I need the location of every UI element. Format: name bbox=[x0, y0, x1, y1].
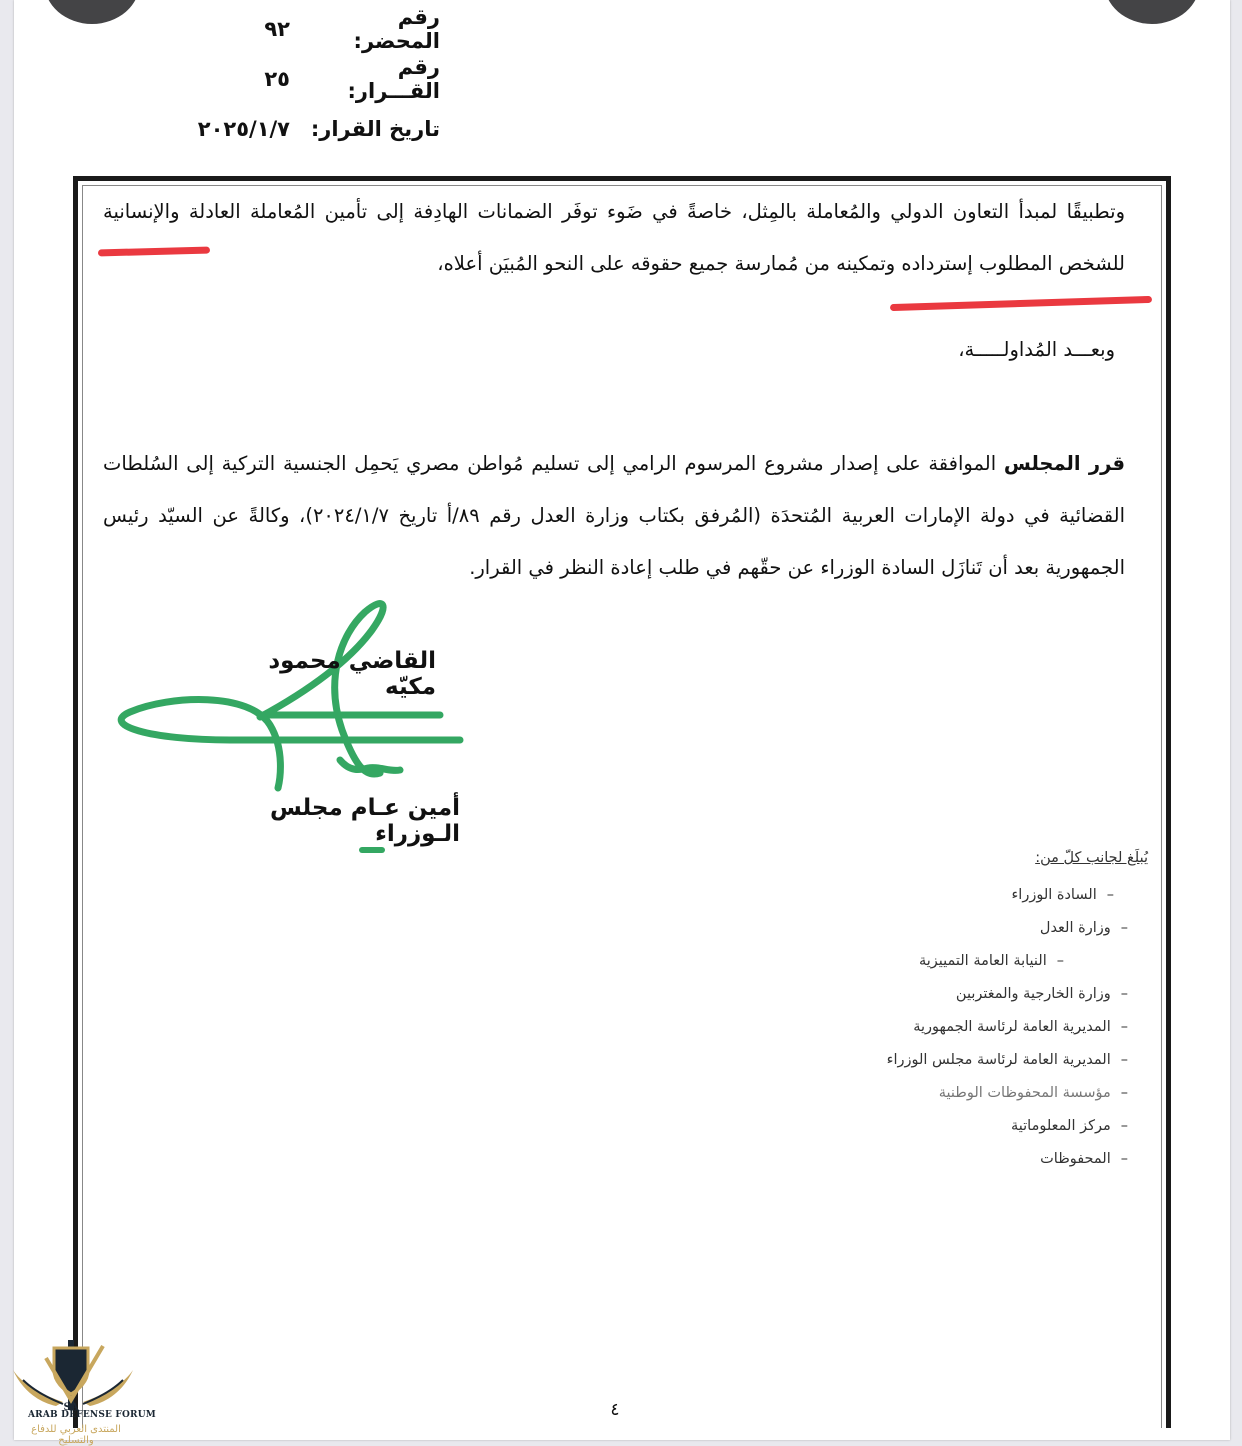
distribution-item: –المديرية العامة لرئاسة مجلس الوزراء bbox=[886, 1052, 1128, 1068]
distribution-item: –مؤسسة المحفوظات الوطنية bbox=[938, 1085, 1128, 1101]
dash-bullet: – bbox=[1120, 1118, 1128, 1134]
dash-bullet: – bbox=[1120, 986, 1128, 1002]
dash-bullet: – bbox=[1120, 1085, 1128, 1101]
dash-bullet: – bbox=[1120, 920, 1128, 936]
paragraph-decision bbox=[103, 438, 1125, 594]
decision-text: الموافقة على إصدار مشروع المرسوم الرامي إلى تسليم مُواطن مصري يَحمِل الجنسية التركية إلى السُلطات القضائية في دولة الإمارات العربية المُتحدَة (المُرفق بكتاب وزارة العدل رقم ٨٩/أ تاريخ ٢٠٢٤/١/٧)، وكالةً عن السيّد رئيس الجمهورية بعد أن تَنازَل السادة الوزراء عن حقّهم في طلب إعادة النظر في القرار. bbox=[103, 452, 1126, 579]
decision-date-label: تاريخ القرار: bbox=[310, 117, 440, 141]
distribution-item: –السادة الوزراء bbox=[1011, 887, 1114, 903]
dash-bullet: – bbox=[1056, 953, 1064, 969]
logo-initials: SA bbox=[63, 1402, 79, 1413]
decision-number-row bbox=[150, 54, 440, 104]
dash-bullet: – bbox=[1106, 887, 1114, 903]
logo-english-text: ARAB DEFENSE FORUM bbox=[28, 1410, 156, 1420]
decision-bold-lead: قرر المجلس bbox=[1003, 452, 1125, 475]
decision-date-row bbox=[150, 104, 440, 154]
distribution-item: –وزارة الخارجية والمغتربين bbox=[955, 986, 1128, 1002]
logo-arabic-text: المنتدى العربي للدفاع والتسليح bbox=[31, 1424, 121, 1446]
signer-title: أمين عـام مجلس الـوزراء bbox=[269, 795, 460, 847]
distribution-item: –المحفوظات bbox=[1040, 1151, 1128, 1167]
minutes-number-label: رقم المحضر: bbox=[353, 5, 440, 53]
decision-date-value: ٢٠٢٥/١/٧ bbox=[197, 117, 290, 141]
decision-number-label: رقم القـــرار: bbox=[347, 55, 440, 103]
minutes-number-row bbox=[150, 4, 440, 54]
distribution-item: –النيابة العامة التمييزية bbox=[918, 953, 1064, 969]
distribution-heading: يُبلَغ لجانب كلّ من: bbox=[1035, 850, 1148, 866]
minutes-number-value: ٩٢ bbox=[264, 17, 290, 41]
binder-hole bbox=[44, 0, 140, 24]
distribution-item: –مركز المعلوماتية bbox=[1010, 1118, 1128, 1134]
binder-hole bbox=[1104, 0, 1200, 24]
dash-bullet: – bbox=[1120, 1151, 1128, 1167]
distribution-list bbox=[860, 845, 1150, 1176]
decision-number-value: ٢٥ bbox=[264, 67, 290, 91]
paragraph-cooperation: وتطبيقًا لمبدأ التعاون الدولي والمُعاملة بالمِثل، خاصةً في ضَوء توفَر الضمانات الهادِفة إلى تأمين المُعاملة العادلة والإنسانية للشخص المطلوب إسترداده وتمكينه من مُمارسة جميع حقوقه على النحو المُبيَن أعلاه، bbox=[103, 200, 1125, 275]
distribution-item: –المديرية العامة لرئاسة الجمهورية bbox=[913, 1019, 1128, 1035]
distribution-item: –وزارة العدل bbox=[1039, 920, 1128, 936]
dash-bullet: – bbox=[1120, 1052, 1128, 1068]
page-number: ٤ bbox=[610, 1400, 620, 1420]
signer-name: القاضي محمود مكيّه bbox=[268, 648, 436, 700]
paragraph-deliberation: وبعـــد المُداولـــــة، bbox=[958, 338, 1115, 361]
dash-bullet: – bbox=[1120, 1019, 1128, 1035]
decision-header bbox=[150, 4, 440, 154]
